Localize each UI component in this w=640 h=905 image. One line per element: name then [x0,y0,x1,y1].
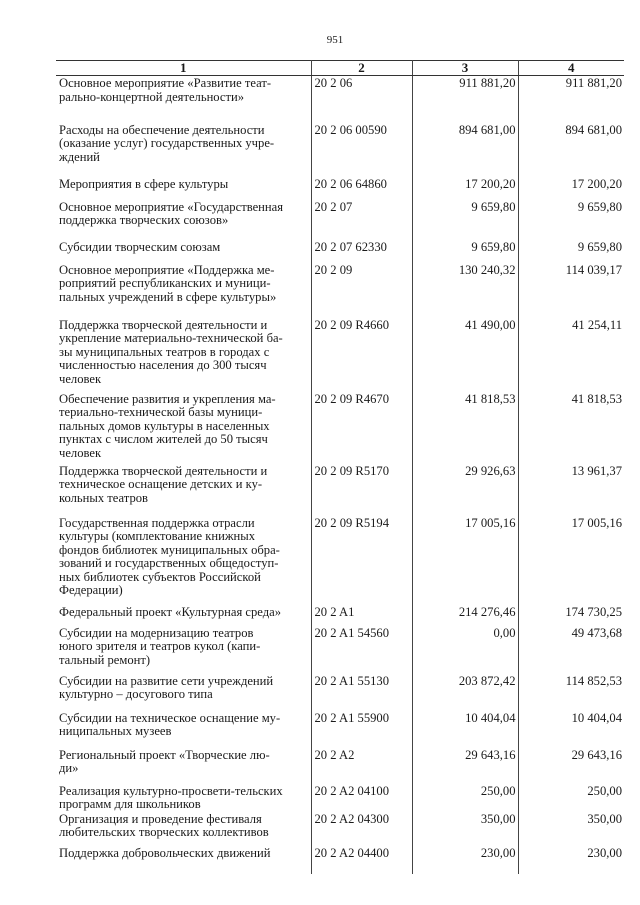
row-value-1-cell: 17 005,16 [412,516,518,605]
table-row [56,177,624,200]
row-value-2-cell: 10 404,04 [518,711,624,748]
table-row [56,392,624,464]
row-value-2-cell: 894 681,00 [518,123,624,177]
table-row [56,240,624,263]
row-name-cell: Основное мероприятие «Развитие теат- рально-концертной деятельности» [56,76,311,123]
row-value-1-cell: 10 404,04 [412,711,518,748]
table-header-row [56,61,624,76]
row-value-1-cell: 350,00 [412,812,518,846]
table-row [56,123,624,177]
row-name-cell: Субсидии творческим союзам [56,240,311,263]
column-header-value-1: 3 [412,61,518,76]
row-name-cell: Региональный проект «Творческие лю- ди» [56,748,311,784]
row-value-1-cell: 250,00 [412,784,518,812]
row-name-cell: Поддержка добровольческих движений [56,846,311,874]
row-value-1-cell: 0,00 [412,626,518,674]
row-name-cell: Субсидии на модернизацию театров юного зрителя и театров кукол (капи- тальный ремонт) [56,626,311,674]
row-name-cell: Федеральный проект «Культурная среда» [56,605,311,626]
table-row [56,812,624,846]
table-row [56,464,624,516]
row-code-cell: 20 2 A1 [311,605,412,626]
table-row [56,263,624,318]
row-value-1-cell: 230,00 [412,846,518,874]
row-name-cell: Обеспечение развития и укрепления ма- териально-технической базы муници- пальных домов культуры в населенных пунктах с числом жителей до 50 тысяч человек [56,392,311,464]
row-code-cell: 20 2 09 R4670 [311,392,412,464]
row-value-2-cell: 41 254,11 [518,318,624,392]
row-code-cell: 20 2 A1 54560 [311,626,412,674]
row-code-cell: 20 2 06 [311,76,412,123]
table-row [56,846,624,874]
row-value-2-cell: 174 730,25 [518,605,624,626]
row-name-cell: Расходы на обеспечение деятельности (оказание услуг) государственных учре- ждений [56,123,311,177]
row-code-cell: 20 2 07 [311,200,412,240]
table-row [56,76,624,123]
row-code-cell: 20 2 06 00590 [311,123,412,177]
row-name-cell: Мероприятия в сфере культуры [56,177,311,200]
row-value-1-cell: 911 881,20 [412,76,518,123]
row-code-cell: 20 2 A1 55900 [311,711,412,748]
row-value-1-cell: 9 659,80 [412,240,518,263]
row-name-cell: Субсидии на техническое оснащение му- ниципальных музеев [56,711,311,748]
row-value-2-cell: 9 659,80 [518,240,624,263]
row-code-cell: 20 2 09 R5170 [311,464,412,516]
row-value-2-cell: 49 473,68 [518,626,624,674]
row-value-2-cell: 911 881,20 [518,76,624,123]
row-name-cell: Поддержка творческой деятельности и техническое оснащение детских и ку- кольных театров [56,464,311,516]
row-value-2-cell: 114 852,53 [518,674,624,711]
table-row [56,318,624,392]
table-row [56,784,624,812]
row-code-cell: 20 2 A1 55130 [311,674,412,711]
row-code-cell: 20 2 06 64860 [311,177,412,200]
table-row [56,605,624,626]
row-name-cell: Государственная поддержка отрасли культуры (комплектование книжных фондов библиотек муниципальных обра- зований и государственных общедоступ- ных библиотек субъектов Российской Федерации) [56,516,311,605]
row-value-1-cell: 29 926,63 [412,464,518,516]
row-value-2-cell: 250,00 [518,784,624,812]
row-name-cell: Основное мероприятие «Поддержка ме- роприятий республиканских и муници- пальных учреждений в сфере культуры» [56,263,311,318]
column-header-value-2: 4 [518,61,624,76]
page-number: 951 [326,34,344,46]
row-code-cell: 20 2 A2 04400 [311,846,412,874]
row-value-1-cell: 894 681,00 [412,123,518,177]
row-value-1-cell: 29 643,16 [412,748,518,784]
row-code-cell: 20 2 A2 04300 [311,812,412,846]
row-value-1-cell: 203 872,42 [412,674,518,711]
budget-table [56,60,624,874]
row-value-2-cell: 13 961,37 [518,464,624,516]
column-header-name: 1 [56,61,311,76]
row-value-2-cell: 114 039,17 [518,263,624,318]
row-name-cell: Субсидии на развитие сети учреждений культурно – досугового типа [56,674,311,711]
row-code-cell: 20 2 A2 [311,748,412,784]
row-value-1-cell: 130 240,32 [412,263,518,318]
row-name-cell: Поддержка творческой деятельности и укрепление материально-технической ба- зы муниципальных театров в городах с численностью населения до 300 тысяч человек [56,318,311,392]
row-value-1-cell: 214 276,46 [412,605,518,626]
table-row [56,674,624,711]
row-code-cell: 20 2 09 [311,263,412,318]
row-value-2-cell: 17 200,20 [518,177,624,200]
row-value-2-cell: 29 643,16 [518,748,624,784]
table-row [56,711,624,748]
column-header-code: 2 [311,61,412,76]
row-value-1-cell: 41 818,53 [412,392,518,464]
row-value-2-cell: 230,00 [518,846,624,874]
table-row [56,516,624,605]
row-name-cell: Реализация культурно-просвети-тельских программ для школьников [56,784,311,812]
row-value-2-cell: 350,00 [518,812,624,846]
row-value-1-cell: 9 659,80 [412,200,518,240]
row-code-cell: 20 2 09 R5194 [311,516,412,605]
table-row [56,626,624,674]
row-value-1-cell: 17 200,20 [412,177,518,200]
row-value-2-cell: 9 659,80 [518,200,624,240]
row-name-cell: Организация и проведение фестиваля любительских творческих коллективов [56,812,311,846]
row-code-cell: 20 2 07 62330 [311,240,412,263]
row-value-2-cell: 41 818,53 [518,392,624,464]
row-value-1-cell: 41 490,00 [412,318,518,392]
row-name-cell: Основное мероприятие «Государственная поддержка творческих союзов» [56,200,311,240]
row-value-2-cell: 17 005,16 [518,516,624,605]
row-code-cell: 20 2 A2 04100 [311,784,412,812]
row-code-cell: 20 2 09 R4660 [311,318,412,392]
table-row [56,200,624,240]
table-row [56,748,624,784]
